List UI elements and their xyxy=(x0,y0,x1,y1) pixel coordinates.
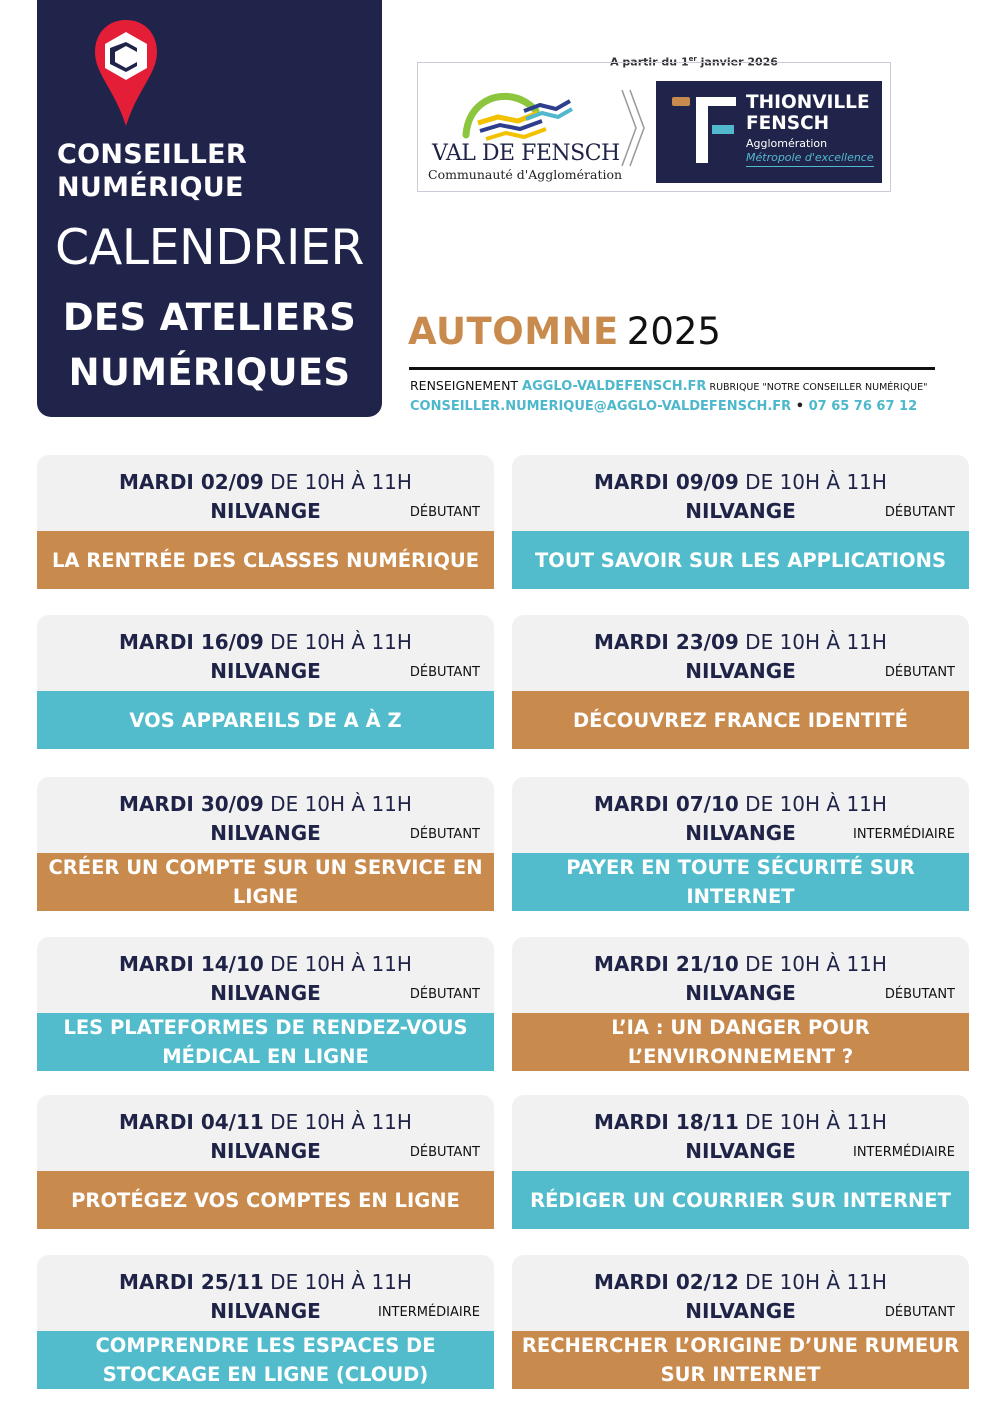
workshop-date xyxy=(512,951,969,977)
workshop-time: DE 10H À 11H xyxy=(738,470,887,494)
workshop-title: RÉDIGER UN COURRIER SUR INTERNET xyxy=(512,1171,969,1229)
season-divider xyxy=(409,367,935,370)
workshop-level: INTERMÉDIAIRE xyxy=(853,827,955,842)
contact-rubric: RUBRIQUE "NOTRE CONSEILLER NUMÉRIQUE" xyxy=(706,382,928,393)
workshop-level: INTERMÉDIAIRE xyxy=(378,1305,480,1320)
workshop-card xyxy=(37,1255,494,1389)
contact-info-line xyxy=(410,378,928,394)
workshop-day: MARDI 02/09 xyxy=(119,470,264,494)
workshop-level: INTERMÉDIAIRE xyxy=(853,1145,955,1160)
workshop-level: DÉBUTANT xyxy=(409,1145,480,1160)
workshop-place: NILVANGE xyxy=(210,821,321,845)
thionville-fensch-title xyxy=(746,92,870,134)
thionville-fensch-mark-icon xyxy=(670,97,740,167)
thionville-fensch-line-1: THIONVILLE xyxy=(746,92,870,113)
workshop-time: DE 10H À 11H xyxy=(263,470,412,494)
workshop-time: DE 10H À 11H xyxy=(263,630,412,654)
workshop-card xyxy=(37,1095,494,1229)
workshop-title: COMPRENDRE LES ESPACES DE STOCKAGE EN LIGNE (CLOUD) xyxy=(37,1331,494,1389)
workshop-card xyxy=(512,777,969,911)
workshop-place: NILVANGE xyxy=(210,659,321,683)
workshop-card xyxy=(512,1095,969,1229)
workshop-place: NILVANGE xyxy=(685,499,796,523)
workshop-time: DE 10H À 11H xyxy=(263,792,412,816)
workshop-date xyxy=(37,951,494,977)
workshop-time: DE 10H À 11H xyxy=(738,1270,887,1294)
workshop-level: DÉBUTANT xyxy=(409,665,480,680)
calendar-subtitle xyxy=(37,290,382,400)
workshop-time: DE 10H À 11H xyxy=(263,1270,412,1294)
workshop-date xyxy=(512,791,969,817)
workshop-time: DE 10H À 11H xyxy=(738,792,887,816)
workshop-card xyxy=(37,937,494,1071)
season-heading xyxy=(408,308,721,356)
workshop-title: L’IA : UN DANGER POUR L’ENVIRONNEMENT ? xyxy=(512,1013,969,1071)
contact-email-link[interactable]: CONSEILLER.NUMERIQUE@AGGLO-VALDEFENSCH.FR xyxy=(410,399,792,414)
workshop-date xyxy=(37,629,494,655)
logos-frame xyxy=(417,62,891,192)
workshop-title: LES PLATEFORMES DE RENDEZ-VOUS MÉDICAL EN LIGNE xyxy=(37,1013,494,1071)
workshop-day: MARDI 21/10 xyxy=(594,952,739,976)
workshop-level: DÉBUTANT xyxy=(884,1305,955,1320)
contact-website-link[interactable]: AGGLO-VALDEFENSCH.FR xyxy=(522,379,707,394)
calendar-title: CALENDRIER xyxy=(55,219,364,276)
workshop-time: DE 10H À 11H xyxy=(738,1110,887,1134)
workshop-date xyxy=(37,791,494,817)
double-chevron-icon xyxy=(618,88,648,168)
workshop-title: RECHERCHER L’ORIGINE D’UNE RUMEUR SUR INTERNET xyxy=(512,1331,969,1389)
brand-line-2: NUMÉRIQUE xyxy=(57,172,244,203)
workshop-title: LA RENTRÉE DES CLASSES NUMÉRIQUE xyxy=(37,531,494,589)
thionville-fensch-metro: Métropole d'excellence xyxy=(746,151,874,167)
workshop-place: NILVANGE xyxy=(685,1299,796,1323)
workshop-title: PAYER EN TOUTE SÉCURITÉ SUR INTERNET xyxy=(512,853,969,911)
thionville-fensch-line-2: FENSCH xyxy=(746,113,830,134)
workshop-day: MARDI 02/12 xyxy=(594,1270,739,1294)
workshop-card xyxy=(512,615,969,749)
workshop-date xyxy=(37,1269,494,1295)
workshop-date xyxy=(512,629,969,655)
workshop-place: NILVANGE xyxy=(210,981,321,1005)
workshop-time: DE 10H À 11H xyxy=(263,952,412,976)
logo-caption-prefix: A partir du 1 xyxy=(610,55,689,69)
workshop-card xyxy=(512,937,969,1071)
val-de-fensch-name: VAL DE FENSCH xyxy=(432,141,620,166)
brand-line-1: CONSEILLER xyxy=(57,139,247,170)
workshop-place: NILVANGE xyxy=(685,981,796,1005)
val-de-fensch-subtitle: Communauté d'Agglomération xyxy=(428,167,623,182)
workshop-place: NILVANGE xyxy=(210,1139,321,1163)
workshop-date xyxy=(512,1269,969,1295)
workshop-day: MARDI 04/11 xyxy=(119,1110,264,1134)
workshop-card xyxy=(512,1255,969,1389)
calendar-subtitle-line-1: DES ATELIERS xyxy=(62,296,357,339)
logo-caption-suffix: janvier 2026 xyxy=(696,55,778,69)
logo-caption-sup: er xyxy=(688,55,697,63)
workshop-title: DÉCOUVREZ FRANCE IDENTITÉ xyxy=(512,691,969,749)
workshop-level: DÉBUTANT xyxy=(884,665,955,680)
conseiller-numerique-pin-icon xyxy=(93,18,159,128)
workshop-level: DÉBUTANT xyxy=(884,987,955,1002)
workshop-time: DE 10H À 11H xyxy=(263,1110,412,1134)
workshop-day: MARDI 16/09 xyxy=(119,630,264,654)
workshop-place: NILVANGE xyxy=(210,499,321,523)
workshop-card xyxy=(37,615,494,749)
workshop-card xyxy=(512,455,969,589)
contact-email-phone-line xyxy=(410,399,917,414)
contact-phone[interactable]: 07 65 76 67 12 xyxy=(808,399,918,414)
season-year: 2025 xyxy=(626,310,721,353)
workshop-place: NILVANGE xyxy=(685,1139,796,1163)
workshop-place: NILVANGE xyxy=(685,659,796,683)
workshop-level: DÉBUTANT xyxy=(409,505,480,520)
workshop-day: MARDI 18/11 xyxy=(594,1110,739,1134)
workshop-time: DE 10H À 11H xyxy=(738,630,887,654)
workshop-date xyxy=(512,1109,969,1135)
workshop-day: MARDI 23/09 xyxy=(594,630,739,654)
workshop-day: MARDI 14/10 xyxy=(119,952,264,976)
workshop-day: MARDI 07/10 xyxy=(594,792,739,816)
thionville-fensch-agglo: Agglomération xyxy=(746,137,828,150)
workshop-day: MARDI 09/09 xyxy=(594,470,739,494)
workshop-date xyxy=(37,469,494,495)
workshop-date xyxy=(37,1109,494,1135)
calendar-subtitle-line-2: NUMÉRIQUES xyxy=(68,351,351,394)
workshop-day: MARDI 25/11 xyxy=(119,1270,264,1294)
brand-name xyxy=(57,138,247,204)
contact-separator: • xyxy=(791,399,809,414)
workshop-place: NILVANGE xyxy=(210,1299,321,1323)
workshop-title: TOUT SAVOIR SUR LES APPLICATIONS xyxy=(512,531,969,589)
workshop-card xyxy=(37,455,494,589)
workshop-title: VOS APPAREILS DE A À Z xyxy=(37,691,494,749)
contact-label: RENSEIGNEMENT xyxy=(410,378,523,393)
workshop-title: PROTÉGEZ VOS COMPTES EN LIGNE xyxy=(37,1171,494,1229)
workshop-level: DÉBUTANT xyxy=(409,987,480,1002)
brand-panel xyxy=(37,0,382,417)
thionville-fensch-logo xyxy=(656,81,882,183)
workshop-date xyxy=(512,469,969,495)
workshop-time: DE 10H À 11H xyxy=(738,952,887,976)
workshop-card xyxy=(37,777,494,911)
workshop-level: DÉBUTANT xyxy=(884,505,955,520)
season-name: AUTOMNE xyxy=(408,310,619,353)
workshop-day: MARDI 30/09 xyxy=(119,792,264,816)
workshop-place: NILVANGE xyxy=(685,821,796,845)
workshop-title: CRÉER UN COMPTE SUR UN SERVICE EN LIGNE xyxy=(37,853,494,911)
workshop-level: DÉBUTANT xyxy=(409,827,480,842)
